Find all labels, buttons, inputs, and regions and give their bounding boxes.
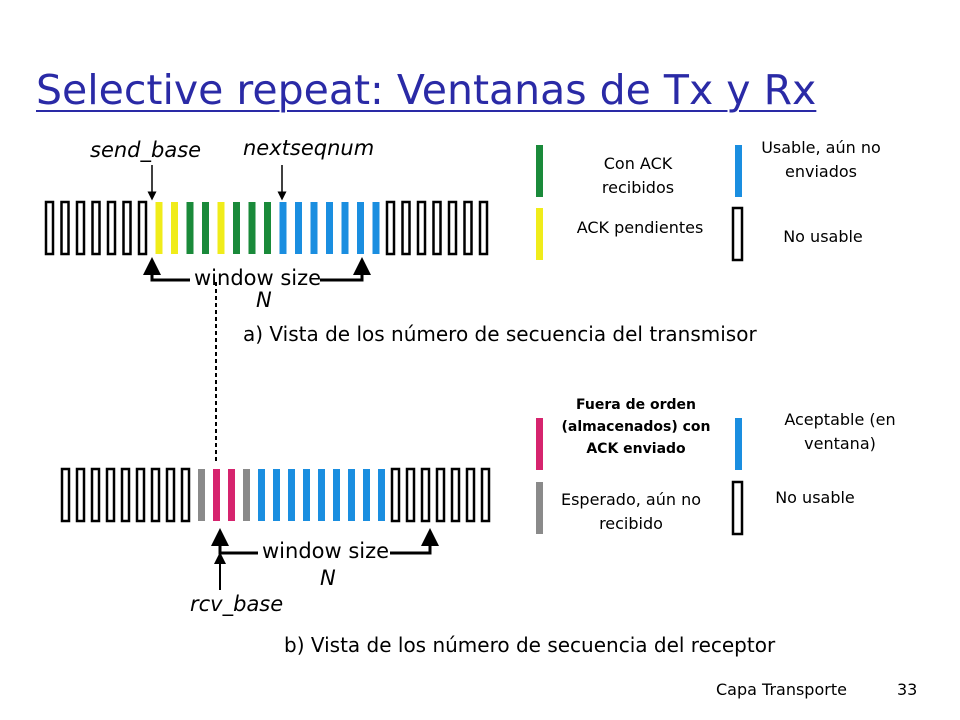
seq-slot-acceptable — [288, 469, 295, 521]
seq-slot-unusable — [92, 469, 99, 521]
seq-slot-usable — [326, 202, 333, 254]
legend-label-acked: Con ACK recibidos — [601, 154, 675, 197]
legend-swatch-usable — [735, 145, 742, 197]
legend-swatch-out-of-order — [536, 418, 543, 470]
receiver-caption: b) Vista de los número de secuencia del receptor — [284, 633, 776, 657]
legend-swatch-unusable-tx — [733, 208, 742, 260]
legend-label-expected: Esperado, aún no recibido — [560, 490, 702, 533]
seq-slot-acceptable — [258, 469, 265, 521]
seq-slot-unusable — [167, 469, 174, 521]
sender-caption: a) Vista de los número de secuencia del transmisor — [243, 322, 757, 346]
seq-slot-usable — [295, 202, 302, 254]
seq-slot-acked — [202, 202, 209, 254]
seq-slot-unusable — [62, 202, 69, 254]
seq-slot-acceptable — [348, 469, 355, 521]
seq-slot-unusable — [407, 469, 414, 521]
seq-slot-unusable — [392, 469, 399, 521]
sender-window-right-bracket — [320, 266, 362, 280]
seq-slot-unusable — [482, 469, 489, 521]
seq-slot-unusable — [452, 469, 459, 521]
send-base-label: send_base — [90, 138, 202, 162]
seq-slot-unusable — [403, 202, 410, 254]
legend-label-out-of-order: Fuera de orden (almacenados) con ACK enviado — [561, 397, 711, 457]
seq-slot-acceptable — [378, 469, 385, 521]
seq-slot-unusable — [418, 202, 425, 254]
receiver-window-size-label: window size — [262, 539, 390, 563]
seq-slot-acked — [187, 202, 194, 254]
legend-swatch-acked — [536, 145, 543, 197]
receiver-window-left-bracket — [220, 537, 258, 553]
seq-slot-unusable — [124, 202, 131, 254]
seq-slot-out-of-order — [213, 469, 220, 521]
footer-section: Capa Transporte — [716, 680, 847, 699]
seq-slot-unusable — [182, 469, 189, 521]
seq-slot-usable — [280, 202, 287, 254]
seq-slot-usable — [373, 202, 380, 254]
nextseqnum-label: nextseqnum — [243, 136, 375, 160]
rcv-base-label: rcv_base — [190, 592, 284, 616]
seq-slot-acceptable — [303, 469, 310, 521]
seq-slot-pending — [218, 202, 225, 254]
seq-slot-unusable — [122, 469, 129, 521]
seq-slot-pending — [156, 202, 163, 254]
legend-label-unusable-rx: No usable — [775, 488, 855, 507]
seq-slot-unusable — [387, 202, 394, 254]
legend-swatch-acceptable — [735, 418, 742, 470]
seq-slot-unusable — [108, 202, 115, 254]
seq-slot-unusable — [93, 202, 100, 254]
seq-slot-unusable — [465, 202, 472, 254]
legend-label-usable: Usable, aún no enviados — [761, 138, 881, 181]
seq-slot-pending — [171, 202, 178, 254]
legend-swatch-expected — [536, 482, 543, 534]
page-number: 33 — [897, 680, 918, 699]
seq-slot-unusable — [107, 469, 114, 521]
seq-slot-unusable — [139, 202, 146, 254]
seq-slot-unusable — [434, 202, 441, 254]
seq-slot-unusable — [437, 469, 444, 521]
seq-slot-unusable — [137, 469, 144, 521]
seq-slot-expected — [198, 469, 205, 521]
seq-slot-unusable — [480, 202, 487, 254]
seq-slot-unusable — [62, 469, 69, 521]
seq-slot-expected — [243, 469, 250, 521]
seq-slot-unusable — [422, 469, 429, 521]
legend-swatch-pending — [536, 208, 543, 260]
seq-slot-acceptable — [318, 469, 325, 521]
seq-slot-acceptable — [273, 469, 280, 521]
seq-slot-usable — [342, 202, 349, 254]
legend-label-unusable-tx: No usable — [783, 227, 863, 246]
legend-swatch-unusable-rx — [733, 482, 742, 534]
seq-slot-unusable — [152, 469, 159, 521]
seq-slot-usable — [357, 202, 364, 254]
sender-window-left-bracket — [152, 266, 190, 280]
seq-slot-acked — [233, 202, 240, 254]
seq-slot-acceptable — [333, 469, 340, 521]
seq-slot-unusable — [46, 202, 53, 254]
seq-slot-acked — [249, 202, 256, 254]
sender-window-size-label: window size — [194, 266, 322, 290]
seq-slot-unusable — [77, 469, 84, 521]
seq-slot-out-of-order — [228, 469, 235, 521]
receiver-n-label: N — [320, 566, 336, 590]
seq-slot-acceptable — [363, 469, 370, 521]
seq-slot-acked — [264, 202, 271, 254]
sender-n-label: N — [256, 288, 272, 312]
legend-label-acceptable: Aceptable (en ventana) — [784, 410, 896, 453]
seq-slot-unusable — [77, 202, 84, 254]
seq-slot-usable — [311, 202, 318, 254]
sender-sequence-row — [46, 202, 487, 254]
receiver-window-right-bracket — [390, 537, 430, 553]
legend-label-pending: ACK pendientes — [576, 218, 704, 237]
slide-title: Selective repeat: Ventanas de Tx y Rx — [36, 66, 817, 114]
seq-slot-unusable — [449, 202, 456, 254]
seq-slot-unusable — [467, 469, 474, 521]
receiver-sequence-row — [62, 469, 489, 521]
